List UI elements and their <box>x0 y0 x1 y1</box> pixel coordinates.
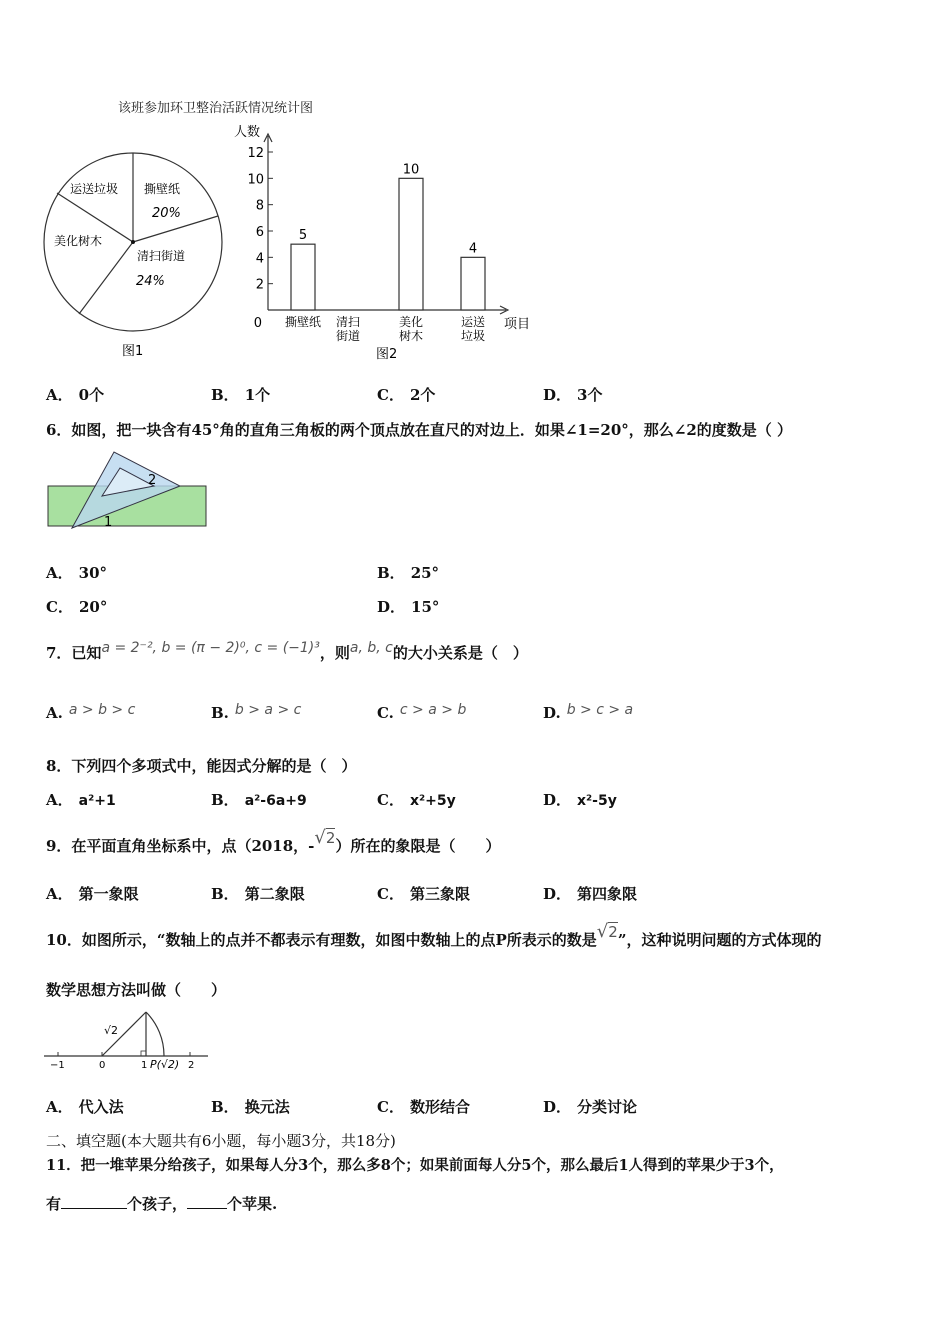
x-category-label: 树木 <box>398 329 424 343</box>
option-text: 第四象限 <box>577 885 638 903</box>
q6-figure <box>44 448 214 533</box>
option-text: b > c > a <box>566 702 634 718</box>
option-letter: A． <box>46 1098 73 1116</box>
option-text: a > b > c <box>68 702 136 718</box>
q10-suffix: ”，这种说明问题的方式体现的 <box>617 931 822 949</box>
q10-prefix: 10．如图所示，“数轴上的点并不都表示有理数，如图中数轴上的点P所表示的数是 <box>46 931 597 949</box>
q7-option-a[interactable] <box>46 703 135 724</box>
sqrt-symbol: √2 <box>596 921 618 942</box>
q5-option-c[interactable] <box>377 385 435 405</box>
x-category-label: 美化 <box>398 315 424 329</box>
hyp-label: √2 <box>104 1024 119 1037</box>
q6-option-a[interactable] <box>46 563 107 583</box>
option-letter: A． <box>46 791 73 809</box>
option-letter: A. <box>46 704 63 722</box>
q5-option-b[interactable] <box>211 385 270 405</box>
point-p-label: P(√2) <box>150 1058 180 1071</box>
option-letter: A． <box>46 885 73 903</box>
q5-option-a[interactable] <box>46 385 104 405</box>
section-heading: 二、填空题(本大题共有6小题，每小题3分，共18分) <box>46 1132 396 1150</box>
bar-value-label: 5 <box>298 228 308 244</box>
option-letter: B． <box>377 564 405 582</box>
q8-option-c[interactable] <box>377 790 456 811</box>
x-category-label: 运送 <box>460 315 486 329</box>
x-category-label: 街道 <box>335 329 361 343</box>
option-text: b > a > c <box>234 702 302 718</box>
q7-middle: ，则 <box>319 644 350 662</box>
q10-option-a[interactable] <box>46 1097 124 1117</box>
arc <box>146 1012 164 1056</box>
y-tick-label: 0 <box>253 316 262 331</box>
option-text: 0个 <box>78 386 105 404</box>
q9-text <box>46 827 501 856</box>
q10-radical: 2 <box>608 923 618 941</box>
q7-formula: a = 2⁻², b = (π − 2)⁰, c = (−1)³ <box>101 640 320 656</box>
bar <box>291 244 315 310</box>
pie-chart <box>40 148 230 368</box>
y-tick-label: 8 <box>255 198 264 214</box>
pie-label-meihua: 美化树木 <box>54 234 103 248</box>
q7-vars: a, b, c <box>349 640 393 656</box>
bar-value-label: 4 <box>468 241 478 257</box>
angle-1-label: 1 <box>104 515 113 530</box>
q11-blank-apples[interactable] <box>187 1194 227 1209</box>
pie-label-qingsao: 清扫街道 <box>137 249 186 263</box>
q8-text: 8．下列四个多项式中，能因式分解的是（ ） <box>46 757 357 775</box>
option-letter: B． <box>211 386 239 404</box>
tick-label: 0 <box>99 1060 106 1071</box>
pie-label-sibizhi: 撕壁纸 <box>144 182 181 196</box>
q8-option-b[interactable] <box>211 790 307 811</box>
q9-option-a[interactable] <box>46 884 139 904</box>
q11-line2 <box>46 1194 277 1214</box>
option-text: a²+1 <box>78 793 116 809</box>
option-text: 第三象限 <box>409 885 470 903</box>
q10-option-c[interactable] <box>377 1097 470 1117</box>
y-tick-label: 6 <box>255 225 264 240</box>
q11-blank-children[interactable] <box>61 1194 127 1209</box>
q10-line2: 数学思想方法叫做（ ） <box>46 981 227 999</box>
q7-option-d[interactable] <box>543 703 633 724</box>
q9-suffix: ）所在的象限是（ ） <box>335 837 501 855</box>
option-letter: C. <box>377 704 394 722</box>
q6-option-d[interactable] <box>377 597 439 617</box>
tick-label: −1 <box>50 1060 65 1071</box>
option-letter: B． <box>211 885 239 903</box>
q9-radical: 2 <box>325 829 336 847</box>
bar-caption: 图2 <box>376 347 398 362</box>
option-letter: C． <box>46 598 73 616</box>
x-category-label: 垃圾 <box>460 329 486 343</box>
pie-pct-sibizhi: 20% <box>152 206 181 221</box>
x-category-label: 撕壁纸 <box>284 315 322 329</box>
option-text: 25° <box>410 564 440 582</box>
option-letter: D． <box>543 791 572 809</box>
option-text: c > a > b <box>399 702 467 718</box>
pie-pct-qingsao: 24% <box>136 274 165 289</box>
q7-prefix: 7．已知 <box>46 644 102 662</box>
tick-label: 1 <box>141 1060 148 1071</box>
option-text: 20° <box>78 598 108 616</box>
pie-center <box>131 240 135 244</box>
q11-part3: 个苹果. <box>227 1195 278 1213</box>
q5-option-d[interactable] <box>543 385 602 405</box>
option-letter: B． <box>211 791 239 809</box>
y-tick-label: 2 <box>255 277 264 293</box>
option-letter: A． <box>46 564 73 582</box>
y-tick-label: 4 <box>255 251 264 267</box>
option-text: a²-6a+9 <box>244 793 307 809</box>
angle-2-label: 2 <box>148 473 157 488</box>
y-tick-label: 12 <box>247 146 264 161</box>
pie-divider <box>79 242 133 314</box>
option-letter: A． <box>46 386 73 404</box>
q9-option-d[interactable] <box>543 884 637 904</box>
option-letter: C． <box>377 1098 404 1116</box>
option-text: x²-5y <box>577 793 617 809</box>
option-text: 分类讨论 <box>577 1098 638 1116</box>
q7-option-c[interactable] <box>377 703 466 724</box>
pie-caption: 图1 <box>122 344 144 359</box>
option-letter: D． <box>543 386 572 404</box>
bar-xlabel: 项目 <box>504 317 531 332</box>
option-text: 2个 <box>409 386 436 404</box>
q9-prefix: 9．在平面直角坐标系中，点（2018，- <box>46 837 315 855</box>
option-text: 3个 <box>577 386 603 404</box>
y-tick-label: 10 <box>247 172 264 188</box>
option-text: 代入法 <box>78 1098 124 1116</box>
bar <box>399 178 423 310</box>
q11-part1: 有 <box>46 1195 62 1213</box>
option-text: 第一象限 <box>78 885 139 903</box>
q9-option-c[interactable] <box>377 884 470 904</box>
option-text: 15° <box>411 598 440 616</box>
q10-option-b[interactable] <box>211 1097 290 1117</box>
bar <box>461 257 485 310</box>
q8-option-a[interactable] <box>46 790 116 811</box>
option-letter: C． <box>377 386 404 404</box>
bar-value-label: 10 <box>402 162 420 178</box>
q10-number-line <box>42 1008 212 1073</box>
q8-option-d[interactable] <box>543 790 617 811</box>
q9-option-b[interactable] <box>211 884 305 904</box>
x-category-label: 清扫 <box>335 315 361 329</box>
option-letter: B. <box>211 704 229 722</box>
option-text: 数形结合 <box>409 1098 470 1116</box>
q6-text: 6．如图，把一块含有45°角的直角三角板的两个顶点放在直尺的对边上．如果∠1=20°，那么∠2的度数是（ ） <box>46 421 792 439</box>
option-letter: D． <box>543 1098 572 1116</box>
q7-suffix: 的大小关系是（ ） <box>392 644 528 662</box>
q11-line1: 11．把一堆苹果分给孩子，如果每人分3个，那么多8个；如果前面每人分5个，那么最后1人得到的苹果少于3个， <box>46 1157 784 1174</box>
tick-label: 2 <box>188 1060 195 1071</box>
option-letter: D. <box>543 704 561 722</box>
option-text: x²+5y <box>409 793 456 809</box>
option-text: 1个 <box>244 386 271 404</box>
option-letter: D． <box>377 598 406 616</box>
option-text: 30° <box>78 564 108 582</box>
sqrt-symbol: √2 <box>314 827 336 848</box>
q7-text <box>46 640 528 664</box>
q10-text <box>46 921 822 950</box>
q10-option-d[interactable] <box>543 1097 637 1117</box>
option-text: 第二象限 <box>244 885 305 903</box>
bar-ylabel: 人数 <box>234 125 261 140</box>
option-text: 换元法 <box>244 1098 290 1116</box>
bar-chart <box>228 118 558 368</box>
pie-label-yunsong: 运送垃圾 <box>70 182 119 196</box>
q7-option-b[interactable] <box>211 703 301 724</box>
q11-part2: 个孩子， <box>127 1195 188 1213</box>
right-angle-mark <box>141 1051 146 1056</box>
q6-option-b[interactable] <box>377 563 439 583</box>
q6-option-c[interactable] <box>46 597 107 617</box>
option-letter: D． <box>543 885 572 903</box>
option-letter: B． <box>211 1098 239 1116</box>
figure-title: 该班参加环卫整治活跃情况统计图 <box>118 101 314 116</box>
option-letter: C． <box>377 791 404 809</box>
option-letter: C． <box>377 885 404 903</box>
